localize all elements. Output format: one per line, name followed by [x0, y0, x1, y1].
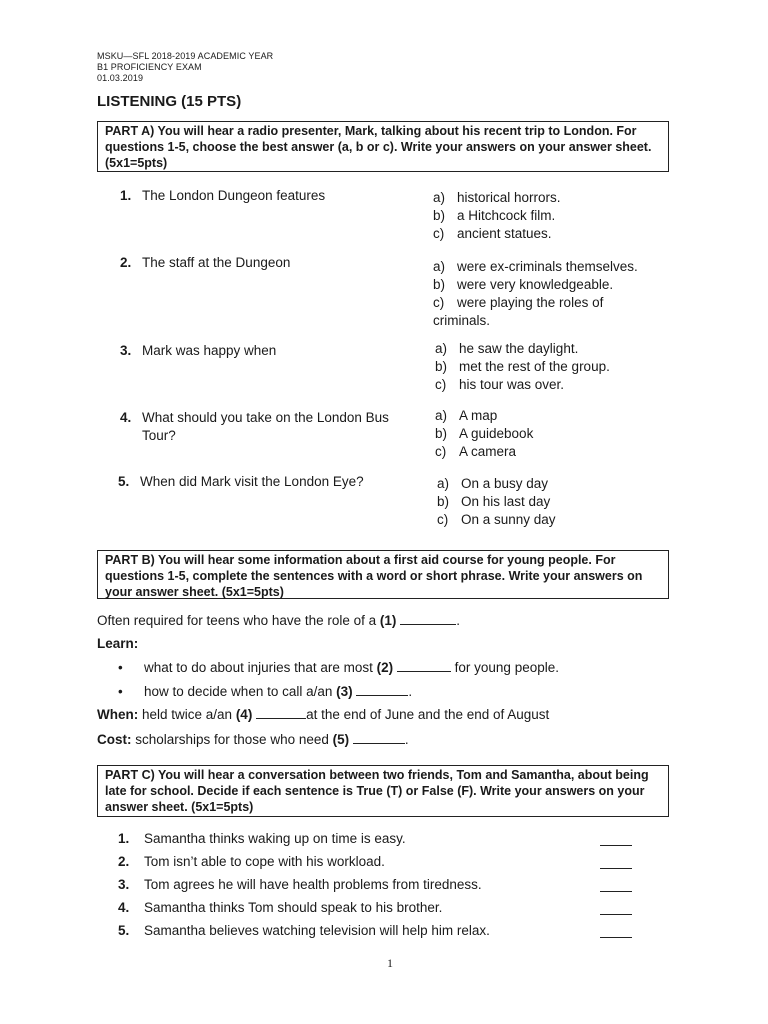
answer-blank-5: [600, 937, 632, 938]
part-a-question-2: 2. The staff at the Dungeon: [120, 255, 291, 270]
page-number: 1: [387, 956, 393, 970]
part-a-question-4: 4. What should you take on the London Bus Tour?: [120, 410, 389, 443]
part-b-sentence-1: Often required for teens who have the role of a (1) .: [97, 613, 460, 628]
part-a-instructions: PART A) You will hear a radio presenter, Mark, talking about his recent trip to London. For questions 1-5, choose the best answer (a, b or c). Write your answers on your answer sheet. (5x1=5pts): [97, 121, 669, 172]
part-a-options-4: [435, 407, 533, 461]
learn-label: Learn:: [97, 636, 139, 651]
option-a: a) On a busy day: [437, 476, 549, 491]
exam-date: 01.03.2019: [97, 73, 144, 83]
section-title: LISTENING (15 PTS): [97, 93, 242, 110]
option-c: c) were playing the roles of criminals.: [433, 295, 604, 328]
part-c-statement-5: 5. Samantha believes watching television will help him relax.: [118, 923, 490, 938]
bullet-icon: •: [118, 660, 123, 675]
part-b-instructions: PART B) You will hear some information about a first aid course for young people. For questions 1-5, complete the sentences with a word or short phrase. Write your answers on your answer sheet. (5x1=5pts): [97, 550, 669, 599]
answer-blank: [256, 706, 306, 719]
part-a-question-1: 1. The London Dungeon features: [120, 188, 326, 203]
option-a: a) he saw the daylight.: [435, 341, 579, 356]
part-a-question-5: 5. When did Mark visit the London Eye?: [118, 474, 364, 489]
option-c: c) A camera: [435, 444, 517, 459]
answer-blank: [400, 612, 456, 625]
option-b: b) met the rest of the group.: [435, 359, 610, 374]
exam-name: B1 PROFICIENCY EXAM: [97, 62, 202, 72]
option-c: c) ancient statues.: [433, 226, 552, 241]
part-a-options-2: [433, 258, 638, 330]
option-b: b) a Hitchcock film.: [433, 208, 556, 223]
option-a: a) were ex-criminals themselves.: [433, 259, 638, 274]
part-a-options-1: [433, 189, 561, 243]
option-b: b) A guidebook: [435, 426, 534, 441]
part-a-question-3: 3. Mark was happy when: [120, 343, 277, 358]
part-b-sentence-5: Cost: scholarships for those who need (5) .: [97, 732, 409, 747]
option-c: c) his tour was over.: [435, 377, 565, 392]
part-c-statement-2: 2. Tom isn’t able to cope with his workload.: [118, 854, 385, 869]
answer-blank-1: [600, 845, 632, 846]
part-b-bullet-3: • how to decide when to call a/an (3) .: [118, 684, 413, 699]
option-c: c) On a sunny day: [437, 512, 556, 527]
part-a-options-3: [435, 340, 610, 394]
answer-blank-3: [600, 891, 632, 892]
part-c-instructions: PART C) You will hear a conversation between two friends, Tom and Samantha, about being late for school. Decide if each sentence is True (T) or False (F). Write your answers on your answer sheet. (5x1=5pts): [97, 765, 669, 817]
option-a: a) A map: [435, 408, 498, 423]
answer-blank-4: [600, 914, 632, 915]
part-c-statement-3: 3. Tom agrees he will have health problems from tiredness.: [118, 877, 482, 892]
part-b-bullet-2: • what to do about injuries that are most (2) for young people.: [118, 660, 559, 675]
answer-blank: [397, 659, 451, 672]
part-c-statement-4: 4. Samantha thinks Tom should speak to his brother.: [118, 900, 443, 915]
part-c-statement-1: 1. Samantha thinks waking up on time is easy.: [118, 831, 406, 846]
option-b: b) On his last day: [437, 494, 551, 509]
option-b: b) were very knowledgeable.: [433, 277, 614, 292]
option-a: a) historical horrors.: [433, 190, 561, 205]
institution-header: MSKU—SFL 2018-2019 ACADEMIC YEAR: [97, 51, 274, 61]
part-b-sentence-4: When: held twice a/an (4) at the end of June and the end of August: [97, 707, 550, 722]
bullet-icon: •: [118, 684, 123, 699]
part-a-options-5: [437, 475, 556, 529]
answer-blank-2: [600, 868, 632, 869]
answer-blank: [353, 731, 405, 744]
answer-blank: [356, 683, 408, 696]
